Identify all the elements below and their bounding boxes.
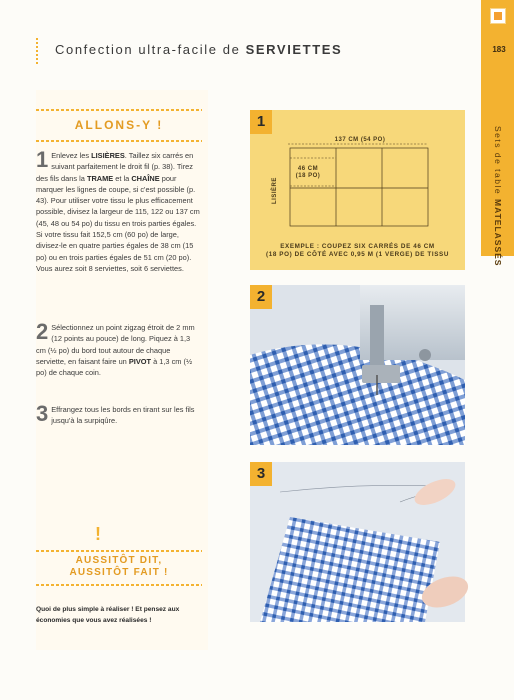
selvage-label: LISIÈRE xyxy=(272,177,278,204)
step-text: et la xyxy=(113,173,132,183)
side-dimension-label-inch: (18 PO) xyxy=(295,173,321,179)
step-badge: 3 xyxy=(250,462,272,486)
cutting-diagram xyxy=(272,137,442,238)
tab-marker-icon xyxy=(490,8,506,24)
step-badge: 2 xyxy=(250,285,272,309)
closing-note: Quoi de plus simple à réaliser ! Et pensez aux économies que vous avez réalisées ! xyxy=(36,606,180,624)
step-keyword: PIVOT xyxy=(128,356,152,366)
step-number: 2 xyxy=(36,319,49,344)
step-number: 3 xyxy=(36,401,49,426)
step-text: Effrangez tous les bords en tirant sur les fils jusqu'à la surpiqûre. xyxy=(51,405,195,426)
step-1 xyxy=(36,147,200,274)
step-text: Enlevez les xyxy=(51,151,92,160)
step-keyword: LISIÈRES xyxy=(91,151,125,160)
step-text: à 1,3 cm (½ po) de chaque coin. xyxy=(36,356,193,378)
exclamation-icon: ! xyxy=(95,524,101,544)
fabric-outline xyxy=(290,148,428,226)
diagram-caption: EXEMPLE : COUPEZ SIX CARRÉS DE 46 CM (18 PO) DE CÔTÉ AVEC 0,95 M (1 VERGE) DE TISSU xyxy=(266,243,449,258)
dotted-rule xyxy=(36,140,202,142)
step-3 xyxy=(36,401,200,427)
page-number: 183 xyxy=(492,45,506,54)
step-badge: 1 xyxy=(250,110,272,134)
top-dimension-label: 137 CM (54 PO) xyxy=(334,137,386,143)
step-2 xyxy=(36,319,200,378)
sewing-machine-photo xyxy=(250,285,465,445)
header-accent-bar xyxy=(36,38,38,64)
dotted-rule xyxy=(36,584,202,586)
step-2-photo xyxy=(250,285,465,445)
step-keyword: TRAME xyxy=(86,173,114,183)
section-heading: ALLONS-Y ! xyxy=(74,118,164,132)
fraying-photo xyxy=(250,462,465,622)
side-dimension-label: 46 CM xyxy=(297,166,319,172)
step-3-photo xyxy=(250,462,465,622)
step-keyword: CHAÎNE xyxy=(131,173,160,183)
step-text: . Taillez six carrés en suivant parfaitement le droit fil (p. 38). Tirez des fils dans la xyxy=(36,151,194,183)
section-label: Sets de table MATELASSÉS xyxy=(493,126,503,267)
tagline: AUSSITÔT DIT, AUSSITÔT FAIT ! xyxy=(69,555,169,578)
dotted-rule xyxy=(36,109,202,111)
step-text: Sélectionnez un point zigzag étroit de 2 mm (12 points au pouce) de long. Piquez à 1,3 cm (½ po) du bord tout autour de chaque serviette, en faisant faire un xyxy=(36,323,195,366)
step-text: pour marquer les lignes de coupe, si c'est possible (p. 43). Pour utiliser votre tissu le plus efficacement possible, divisez la largeur de 115, 122 ou 137 cm (45, 48 ou 54 po) du tissu en trois parties égales. Si votre tissu fait 152,5 cm (60 po) de large, divisez-le en quatre parties égales de 38 cm (15 po) ou en trois parties égales de 51 cm (20 po). Vous aurez soit 8 serviettes, soit 6 serviettes. xyxy=(36,173,200,273)
step-1-diagram xyxy=(250,110,465,270)
dotted-rule xyxy=(36,550,202,552)
step-number: 1 xyxy=(36,147,49,172)
page-title: Confection ultra-facile de SERVIETTES xyxy=(55,42,343,57)
